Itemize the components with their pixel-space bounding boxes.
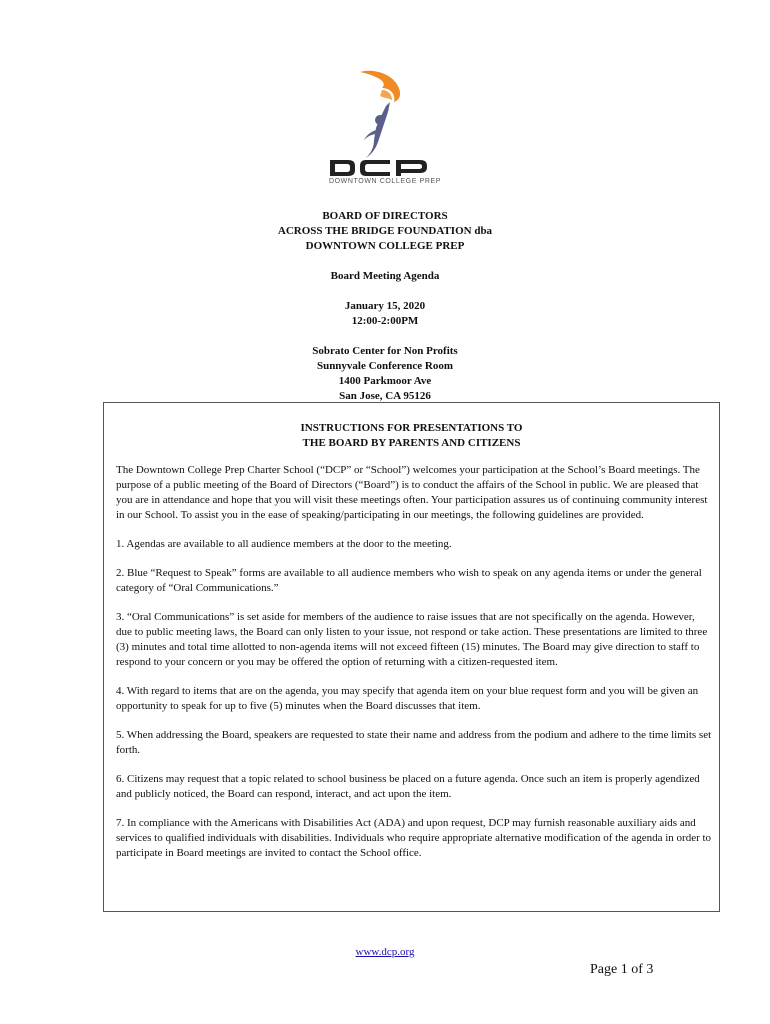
organization-heading: [0, 209, 770, 254]
meeting-date: January 15, 2020: [344, 300, 426, 312]
venue-name: Sobrato Center for Non Profits: [312, 345, 458, 357]
website-link[interactable]: www.dcp.org: [355, 946, 415, 958]
guideline-6: 6. Citizens may request that a topic related to school business be placed on a future agenda. Once such an item is properly agendized and publicly noticed, the Board can respond, interact, and act upon the item.: [116, 773, 700, 800]
guideline-7: 7. In compliance with the Americans with Disabilities Act (ADA) and upon request, DCP may furnish reasonable auxiliary aids and services to qualified individuals with disabilities. Individuals who require appropriate alternative modification of the agenda in order to participate in Board meetings are invited to contact the School office.: [116, 817, 712, 859]
dcp-logo: [322, 68, 448, 196]
instructions-title: [104, 421, 719, 451]
org-line-1: BOARD OF DIRECTORS: [322, 210, 448, 222]
instructions-title-line-2: THE BOARD BY PARENTS AND CITIZENS: [302, 437, 521, 449]
intro-paragraph: The Downtown College Prep Charter School (“DCP” or “School”) welcomes your participation at the School’s Board meetings. The purpose of a public meeting of the Board of Directors (“Board”) is to conduct the affairs of the School in public. We are pleased that you are in attendance and hope that you will visit these meetings often. Your participation assures us of continuing community interest in our School. To assist you in the ease of speaking/participating in our meetings, the following guidelines are provided.: [116, 464, 708, 521]
page-number: Page 1 of 3: [590, 962, 654, 977]
city-address: San Jose, CA 95126: [339, 390, 431, 402]
document-title: Board Meeting Agenda: [330, 270, 440, 282]
guideline-1: 1. Agendas are available to all audience members at the door to the meeting.: [116, 538, 452, 550]
meeting-location: [0, 344, 770, 404]
guideline-3: 3. “Oral Communications” is set aside for members of the audience to raise issues that are not specifically on the agenda. However, due to public meeting laws, the Board can only listen to your issue, not respond or take action. These presentations are limited to three (3) minutes and total time allotted to non-agenda items will not exceed fifteen (15) minutes. The Board may give direction to staff to respond to your concern or you may be offered the option of returning with a citizen-requested item.: [116, 611, 708, 668]
guideline-5: 5. When addressing the Board, speakers are requested to state their name and address from the podium and adhere to the time limits set forth.: [116, 729, 712, 756]
guideline-2: 2. Blue “Request to Speak” forms are available to all audience members who wish to speak on any agenda items or under the general category of “Oral Communications.”: [116, 567, 702, 594]
meeting-datetime: [0, 299, 770, 329]
org-line-2: ACROSS THE BRIDGE FOUNDATION dba: [277, 225, 493, 237]
meeting-time: 12:00-2:00PM: [351, 315, 419, 327]
org-line-3: DOWNTOWN COLLEGE PREP: [305, 240, 465, 252]
logo-tagline: DOWNTOWN COLLEGE PREP: [328, 178, 442, 185]
instructions-body: [116, 463, 712, 875]
room-name: Sunnyvale Conference Room: [316, 360, 454, 372]
instructions-title-line-1: INSTRUCTIONS FOR PRESENTATIONS TO: [300, 422, 523, 434]
dcp-wordmark: [330, 160, 427, 176]
guideline-4: 4. With regard to items that are on the agenda, you may specify that agenda item on your blue request form and you will be given an opportunity to speak for up to five (5) minutes when the Board discusses that item.: [116, 685, 699, 712]
instructions-box: [103, 402, 720, 912]
street-address: 1400 Parkmoor Ave: [338, 375, 432, 387]
torch-figure-icon: [322, 68, 448, 176]
